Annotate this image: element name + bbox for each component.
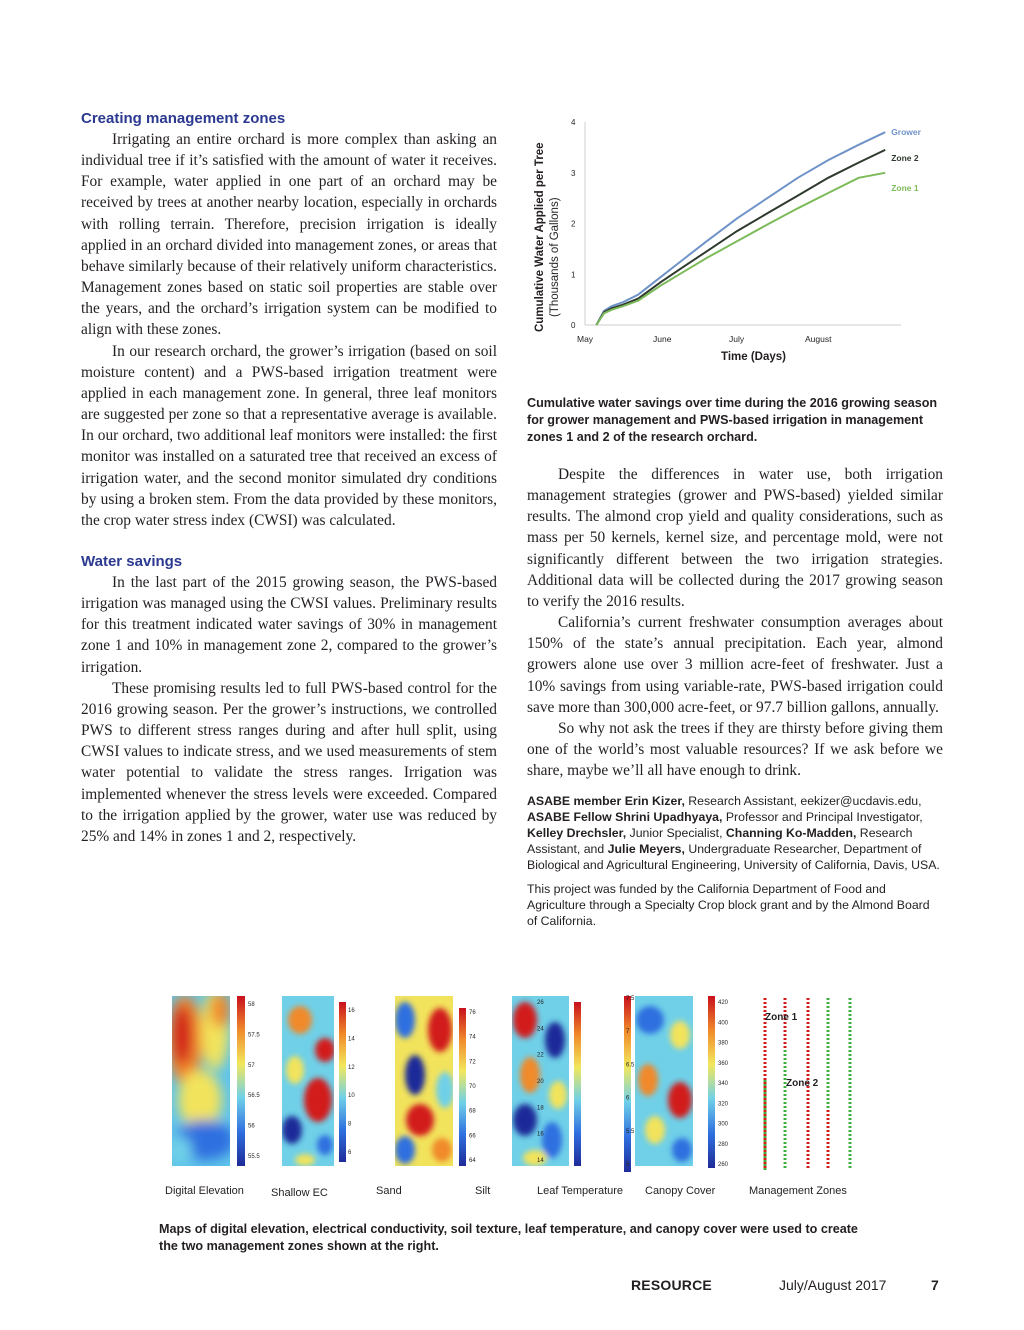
x-tick-label: July (729, 334, 745, 344)
colorbar-tick: 24 (537, 1026, 544, 1033)
paragraph: In the last part of the 2015 growing season, the PWS-based irrigation was managed using the CWSI values. Preliminary results for this treatment indicated water savings of 30% in management zone 1 and 10% in management zone 2, compared to the grower’s irrigation. (81, 573, 497, 676)
colorbar-tick: 5.5 (626, 1128, 635, 1135)
colorbar-tick: 8 (348, 1121, 352, 1128)
colorbar-tick: 14 (348, 1036, 355, 1043)
colorbar-tick: 12 (348, 1064, 355, 1071)
zone-2-label: Zone 2 (786, 1078, 819, 1089)
panel-label: Silt (475, 1185, 491, 1197)
x-axis-label: Time (Days) (721, 351, 786, 363)
author-credits: ASABE member Erin Kizer, Research Assistant, eekizer@ucdavis.edu, ASABE Fellow Shrini Upadhyaya, Professor and Principal Investigator, Kelley Drechsler, Junior Specialist, Channing Ko-Madden, Research Assistant, and Julie Meyers, Undergraduate Researcher, Department of Biological and Agricultural Engineering, University of California, Davis, USA. (527, 794, 940, 873)
colorbar-tick: 6.5 (626, 1062, 635, 1069)
colorbar-tick: 56.5 (248, 1093, 260, 1100)
legend-label: Zone 1 (891, 182, 919, 193)
colorbar-tick: 66 (469, 1133, 476, 1140)
management-zone-maps (160, 990, 860, 1205)
y-tick-label: 2 (571, 219, 576, 229)
colorbar-tick: 76 (469, 1010, 476, 1016)
colorbar-tick: 26 (537, 1000, 544, 1006)
maps-caption: Maps of digital elevation, electrical conductivity, soil texture, leaf temperature, and canopy cover were used to create the two management zones shown at the right. (159, 1222, 858, 1253)
panel-label: Canopy Cover (645, 1185, 716, 1197)
ec-colorbar-ticks (348, 1008, 355, 1156)
colorbar-tick: 16 (348, 1008, 355, 1014)
issue-date: July/August 2017 (779, 1277, 887, 1293)
colorbar-tick: 7.5 (626, 996, 635, 1002)
colorbar-tick: 6 (348, 1150, 352, 1156)
x-tick-label: May (577, 334, 594, 344)
colorbar-tick: 10 (348, 1093, 355, 1100)
colorbar-tick: 20 (537, 1079, 544, 1085)
paragraph: Irrigating an entire orchard is more complex than asking an individual tree if it’s satisfied with the amount of water it receives. For example, water applied in one part of an orchard may be received by trees at another nearby location, especially in orchards with rolling terrain. Therefore, precision irrigation is ideally applied in an orchard divided into management zones, or areas that behave similarly because of their relatively uniform characteristics. Management zones based on static soil properties are stable over the years, and the orchard’s irrigation system can be modified to align with these zones. (81, 131, 497, 339)
page-footer (0, 1277, 1024, 1299)
sand-colorbar-ticks (469, 1010, 476, 1164)
series-line-zone-1 (596, 173, 885, 325)
magazine-name: RESOURCE (631, 1277, 712, 1293)
colorbar-tick: 16 (537, 1131, 544, 1138)
colorbar-tick: 64 (469, 1158, 476, 1164)
canopy-colorbar-ticks (718, 1000, 729, 1168)
right-column (527, 464, 943, 929)
heading-creating-management-zones: Creating management zones (81, 110, 286, 127)
y-axis-units: (Thousands of Gallons) (549, 197, 561, 317)
paragraph: These promising results led to full PWS-based control for the 2016 growing season. Per the grower’s instructions, we controlled PWS to different stress ranges during and after hull split, using CWSI values to indicate stress, and we used measurements of stem water potential to validate the stress ranges. Irrigation was implemented whenever the stress levels were exceeded. Compared to the irrigation applied by the grower, water use was reduced by 25% and 14% in zones 1 and 2, respectively. (81, 679, 497, 845)
legend-label: Zone 2 (891, 152, 919, 163)
colorbar-tick: 6 (626, 1095, 630, 1102)
y-axis-label: Cumulative Water Applied per Tree (534, 142, 546, 332)
heading-water-savings: Water savings (81, 552, 183, 570)
colorbar-tick: 18 (537, 1105, 544, 1112)
colorbar-tick: 55.5 (248, 1154, 260, 1160)
panel-label: Leaf Temperature (537, 1185, 624, 1197)
elevation-colorbar-ticks (248, 1002, 260, 1160)
colorbar-tick: 70 (469, 1084, 476, 1090)
leaf-temperature-map (635, 996, 693, 1166)
colorbar-tick: 280 (718, 1141, 729, 1148)
panel-label: Digital Elevation (165, 1185, 244, 1197)
zone-1-label: Zone 1 (765, 1012, 798, 1023)
chart-series (596, 127, 921, 325)
colorbar-tick: 74 (469, 1034, 476, 1041)
colorbar-tick: 260 (718, 1162, 729, 1168)
y-tick-label: 0 (571, 321, 576, 330)
colorbar-tick: 340 (718, 1081, 729, 1087)
colorbar-tick: 58 (248, 1002, 255, 1008)
colorbar-tick: 56 (248, 1123, 255, 1130)
left-column (81, 108, 497, 847)
paragraph: In our research orchard, the grower’s irrigation (based on soil moisture content) and a PWS-based irrigation treatment were applied in each management zone. In general, three leaf monitors are suggested per zone so that a representative average is available. In our orchard, two additional leaf monitors were installed: the first monitor was installed on a saturated tree that received an excess of irrigation water, and the second monitor simulated dry conditions by using a broken stem. From the data provided by these monitors, the crop water stress index (CWSI) was calculated. (81, 342, 497, 529)
legend-label: Grower (891, 127, 921, 138)
x-tick-label: August (805, 334, 832, 344)
panel-label: Sand (376, 1185, 402, 1197)
y-tick-label: 4 (571, 118, 576, 127)
colorbar-tick: 380 (718, 1040, 729, 1047)
panel-label: Management Zones (749, 1185, 847, 1197)
sand-map (395, 996, 454, 1166)
colorbar-tick: 300 (718, 1121, 729, 1128)
colorbar-tick: 22 (537, 1052, 544, 1059)
page-number: 7 (931, 1277, 939, 1293)
colorbar-tick: 72 (469, 1059, 476, 1066)
y-tick-label: 3 (571, 168, 576, 178)
chart-caption: Cumulative water savings over time during the 2016 growing season for grower management and PWS-based irrigation in management zones 1 and 2 of the research orchard. (527, 396, 938, 444)
elevation-map (167, 990, 235, 1166)
colorbar-tick: 420 (718, 1000, 729, 1006)
y-tick-label: 1 (571, 270, 576, 280)
colorbar-tick: 400 (718, 1020, 729, 1027)
colorbar-tick: 5 (626, 1162, 630, 1168)
shallow-ec-map (282, 996, 335, 1166)
colorbar-tick: 7 (626, 1029, 630, 1036)
x-tick-label: June (653, 334, 672, 344)
colorbar-tick: 360 (718, 1060, 729, 1067)
cumulative-water-chart (527, 112, 947, 368)
paragraph: California’s current freshwater consumption averages about 150% of the state’s annual precipitation. Each year, almond growers alone use over 3 million acre-feet of freshwater. Just a 10% savings from using variable-rate, PWS-based irrigation could save more than 300,000 acre-feet, or 97.7 billion gallons, annually. (527, 614, 943, 716)
colorbar-tick: 68 (469, 1108, 476, 1115)
funding-note: This project was funded by the California Department of Food and Agriculture through a Specialty Crop block grant and by the Almond Board of California. (527, 882, 930, 929)
colorbar-tick: 57 (248, 1062, 255, 1069)
paragraph: Despite the differences in water use, both irrigation management strategies (grower and PWS-based) yielded similar results. The almond crop yield and quality considerations, such as mass per 50 kernels, kernel size, and percentage mold, were not significantly different between the two irrigation strategies. Additional data will be collected during the 2017 growing season to verify the 2016 results. (527, 466, 943, 610)
colorbar-tick: 320 (718, 1101, 729, 1108)
paragraph: So why not ask the trees if they are thirsty before giving them one of the world’s most valuable resources? If we ask before we share, maybe we’ll all have enough to drink. (527, 719, 943, 780)
colorbar-tick: 57.5 (248, 1032, 260, 1039)
panel-label: Shallow EC (271, 1187, 328, 1199)
colorbar-tick: 14 (537, 1158, 544, 1164)
